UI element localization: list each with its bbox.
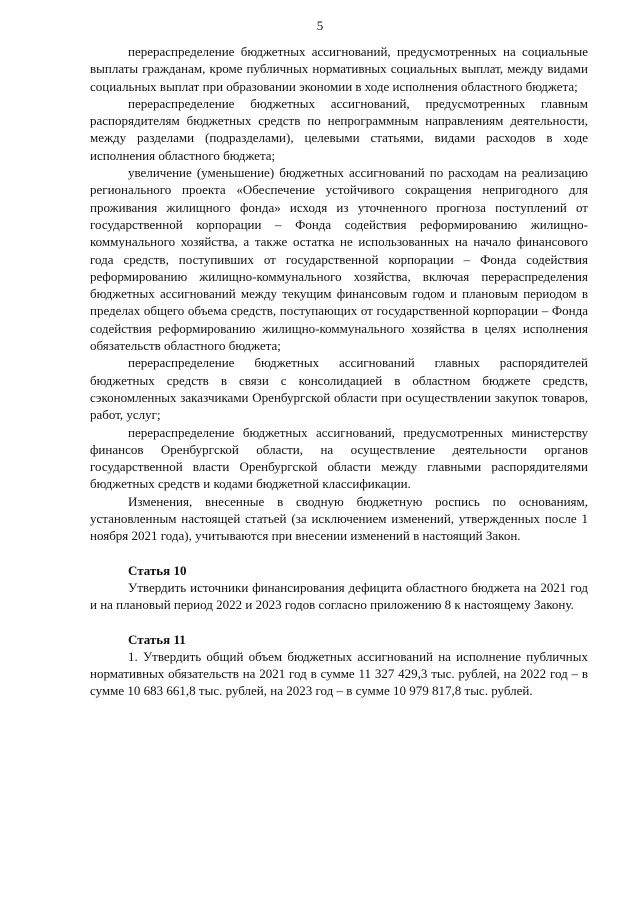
- paragraph-budget-list-changes: Изменения, внесенные в сводную бюджетную роспись по основаниям, установленным настоящей статьей (за исключением изменений, утвержденных после 1 ноября 2021 года), учитываются при внесении изменений в настоящий Закон.: [90, 493, 588, 544]
- paragraph-housing-fund-project: увеличение (уменьшение) бюджетных ассигнований по расходам на реализацию регионального проекта «Обеспечение устойчивого сокращения непригодного для проживания жилищного фонда» исходя из уточненного прогноза поступлений от государственной корпорации – Фонда содействия реформированию жилищно-коммунального хозяйства, а также остатка не использованных на начало финансового года средств, поступивших от государственной корпорации – Фонда содействия реформированию жилищно-коммунального хозяйства, включая перераспределения бюджетных ассигнований между текущим финансовым годом и плановым периодом в пределах общего объема средств, поступающих от государственной корпорации – Фонда содействия реформированию жилищно-коммунального хозяйства в целях исполнения обязательств областного бюджета;: [90, 165, 588, 354]
- document-body: [90, 43, 588, 700]
- paragraph-ministry-of-finance: перераспределение бюджетных ассигнований, предусмотренных министерству финансов Оренбургской области, на осуществление деятельности органов государственной власти Оренбургской области между главными распорядителями бюджетных средств и кодами бюджетной классификации.: [90, 424, 588, 492]
- article-11-heading: Статья 11: [128, 631, 186, 647]
- paragraph-social-payments: перераспределение бюджетных ассигнований, предусмотренных на социальные выплаты гражданам, кроме публичных нормативных социальных выплат, между видами социальных выплат при образовании экономии в ходе исполнения областного бюджета;: [90, 44, 588, 94]
- paragraph-non-program-directions: перераспределение бюджетных ассигнований, предусмотренных главным распорядителям бюджетных средств по непрограммным направлениям деятельности, между разделами (подразделами), целевыми статьями, видами расходов в ходе исполнения областного бюджета;: [90, 95, 588, 163]
- article-11-text: 1. Утвердить общий объем бюджетных ассигнований на исполнение публичных нормативных обязательств на 2021 год в сумме 11 327 429,3 тыс. рублей, на 2022 год – в сумме 10 683 661,8 тыс. рублей, на 2023 год – в сумме 10 979 817,8 тыс. рублей.: [90, 648, 588, 699]
- section-spacer: [90, 614, 588, 631]
- paragraph-procurement-savings: перераспределение бюджетных ассигнований главных распорядителей бюджетных средств в связи с консолидацией в областном бюджете средств, сэкономленных заказчиками Оренбургской области при осуществлении закупок товаров, работ, услуг;: [90, 355, 588, 423]
- page-number: 5: [316, 18, 324, 33]
- section-spacer: [90, 545, 588, 562]
- article-10-heading: Статья 10: [128, 562, 187, 578]
- article-10-text: Утвердить источники финансирования дефицита областного бюджета на 2021 год и на плановый период 2022 и 2023 годов согласно приложению 8 к настоящему Закону.: [90, 579, 588, 613]
